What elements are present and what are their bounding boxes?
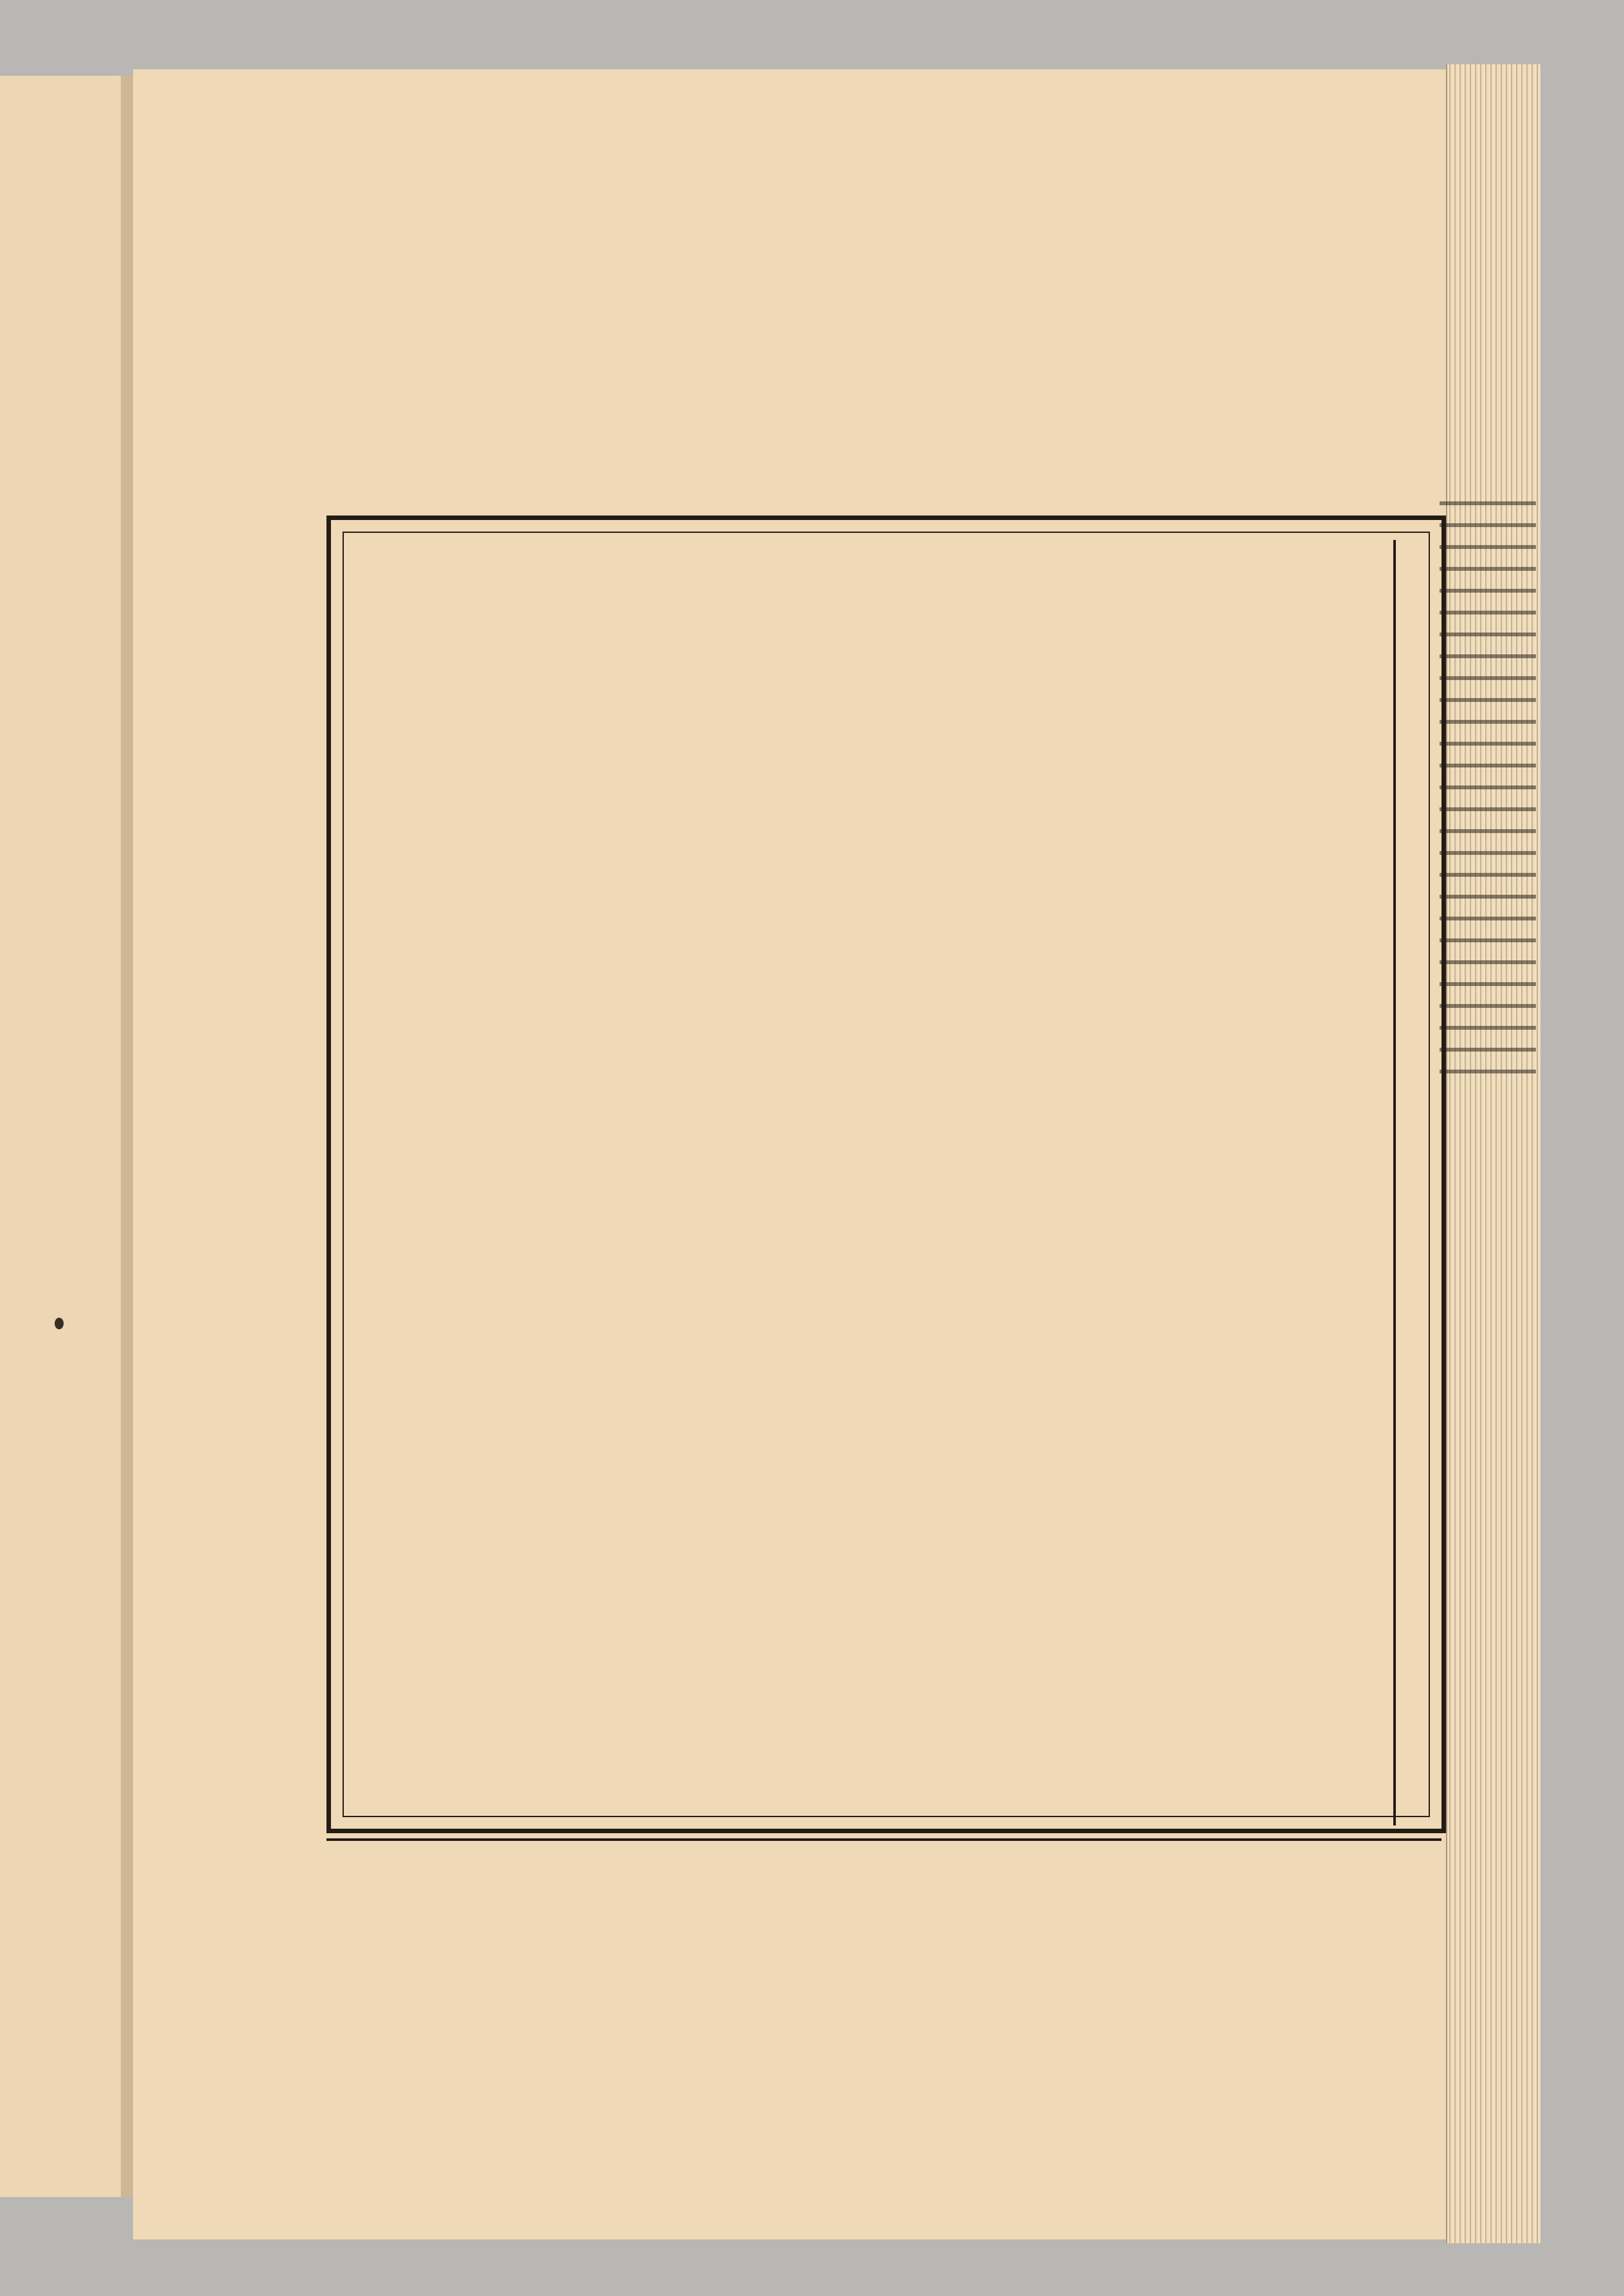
- bottom-rule: [326, 1838, 1441, 1841]
- paper-speck: [55, 1318, 64, 1329]
- edge-tab-marks: [1440, 501, 1536, 1080]
- page-edges: [1446, 64, 1540, 2243]
- left-page: [0, 76, 122, 2197]
- header-separator: [1393, 540, 1396, 1825]
- text-frame: [326, 516, 1446, 1833]
